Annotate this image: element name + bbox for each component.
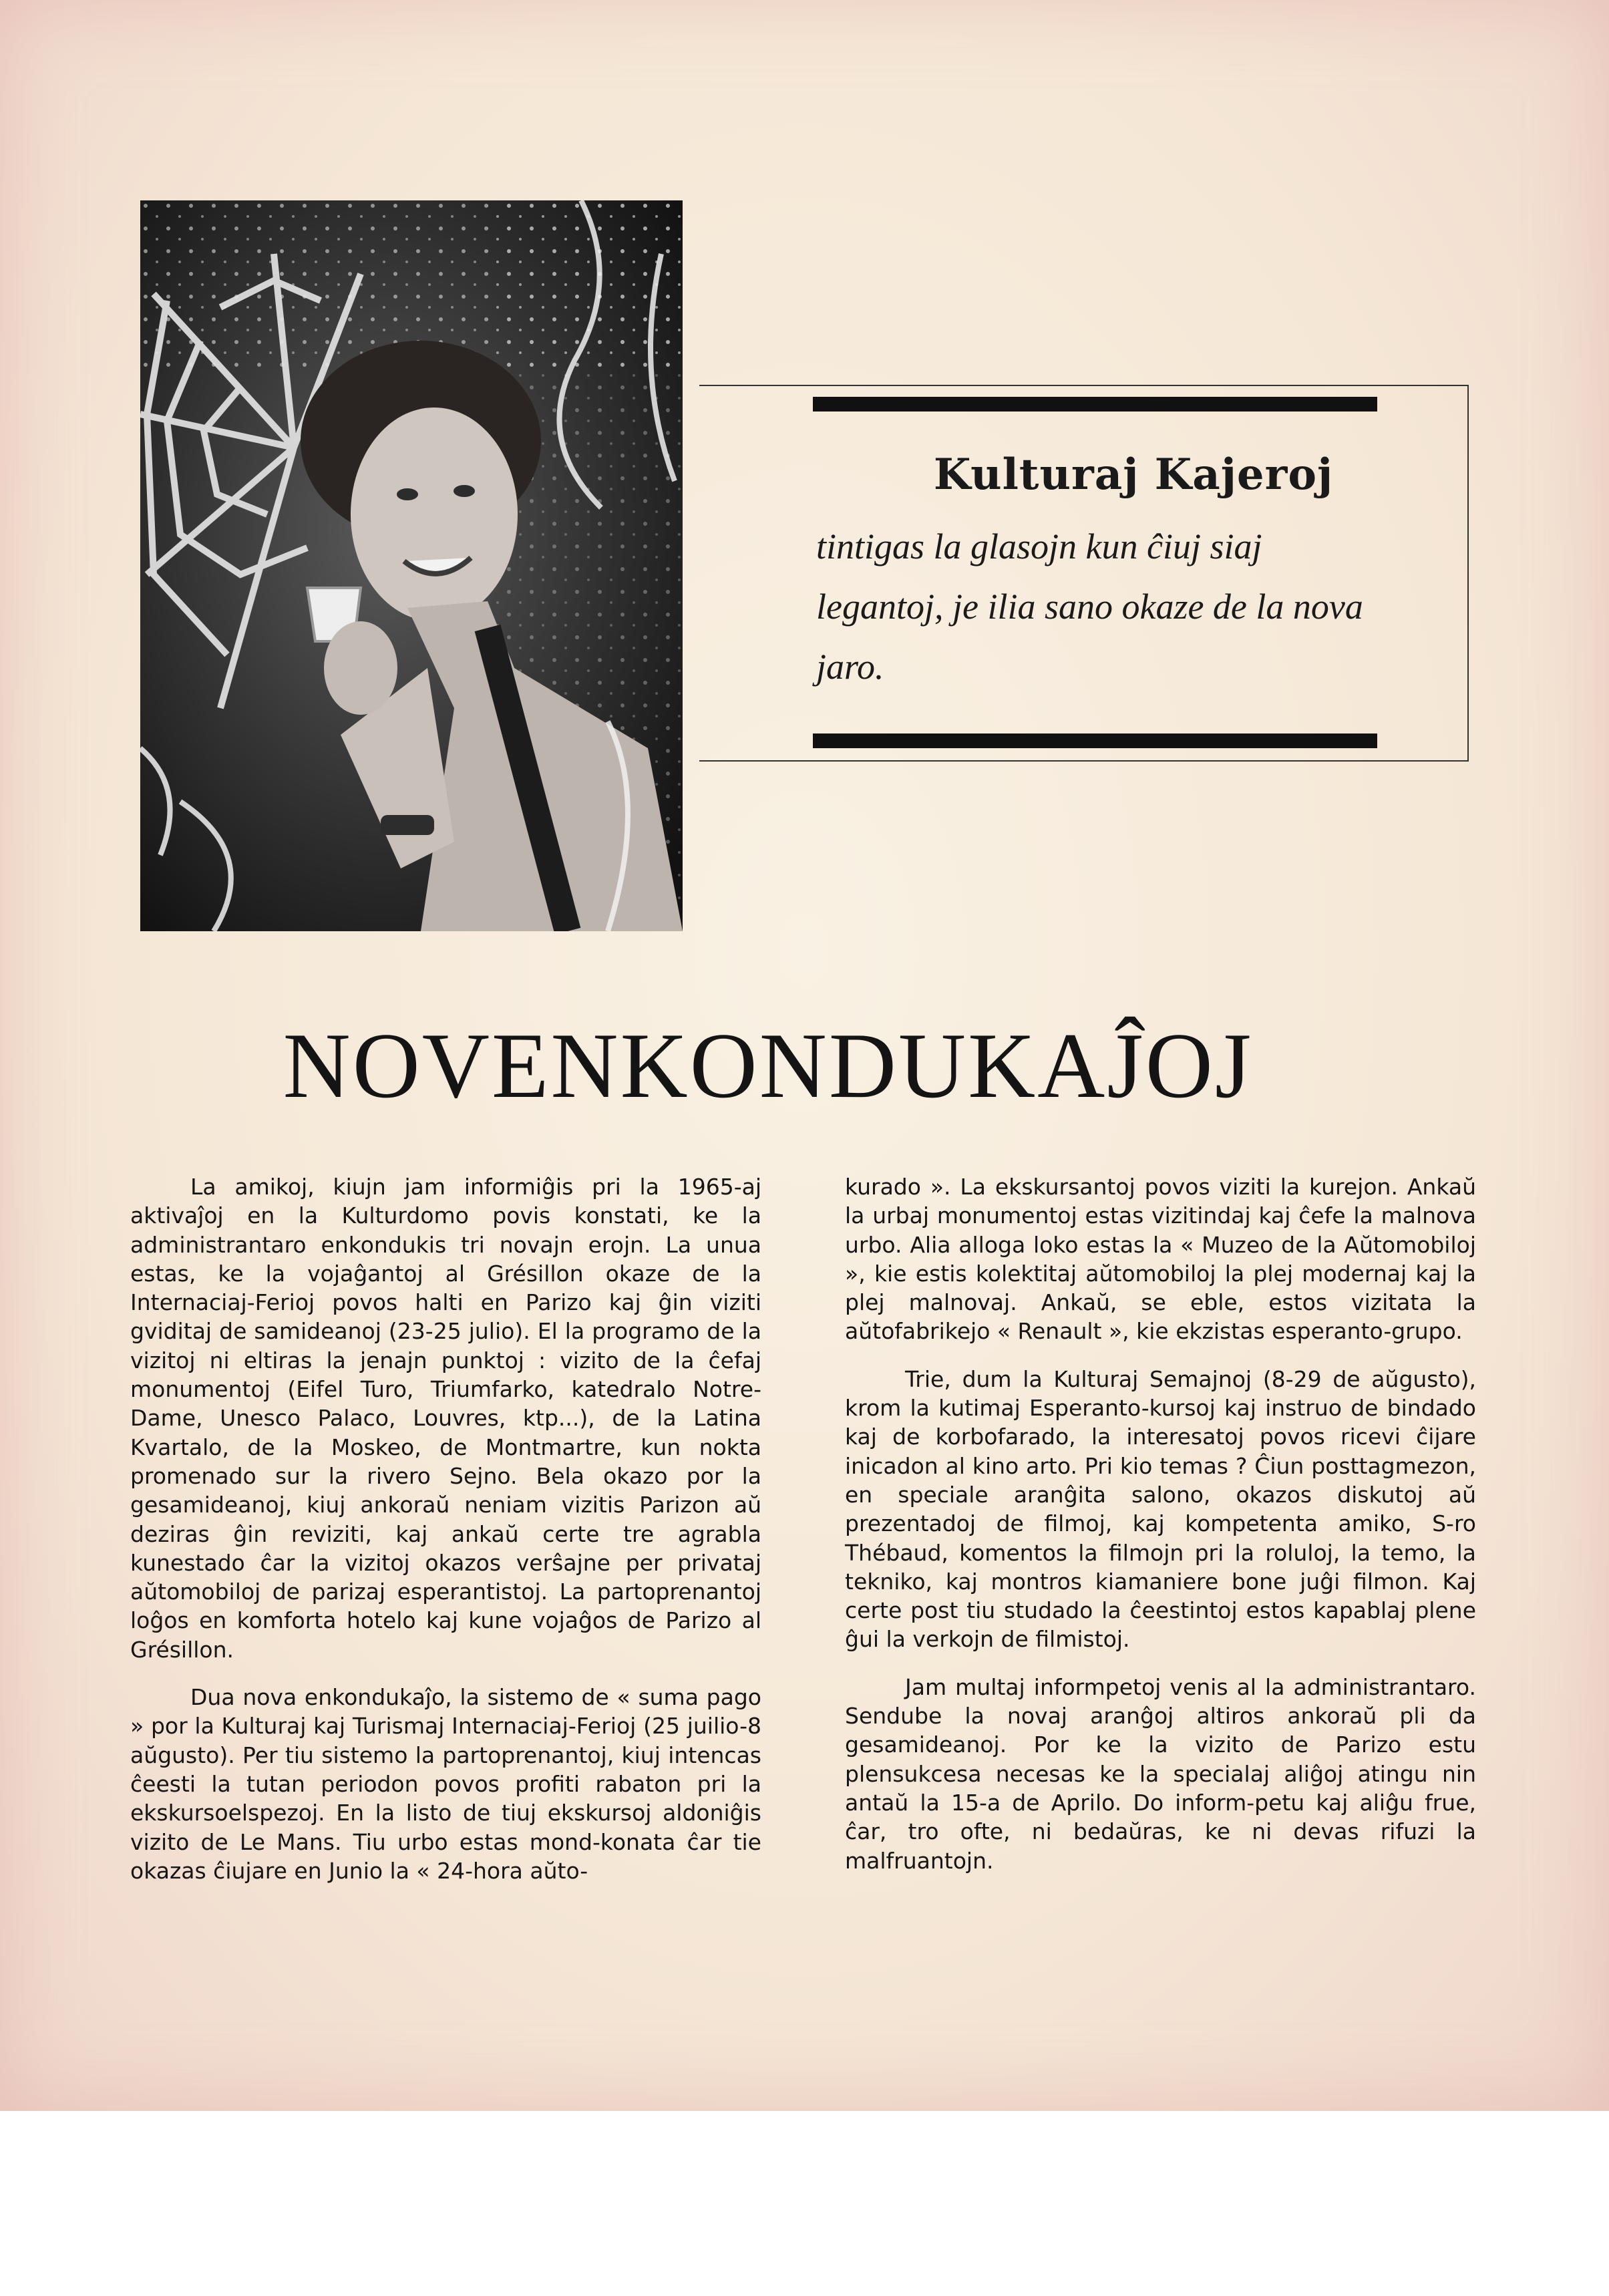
photo-woman-with-glass [140, 200, 683, 931]
paragraph: La amikoj, kiujn jam informiĝis pri la 1965-aj aktivaĵoj en la Kulturdomo povis konstati, ke la administrantaro enkondukis tri novajn erojn. La unua estas, ke la vojaĝantoj al Grésillon okaze de la Internaciaj-Ferioj povos halti en Parizo kaj ĝin viziti gviditaj de samideanoj (23-25 julio). El la programo de la vizitoj ni eltiras la jenajn punktoj : vizito de la ĉefaj monumentoj (Eifel Turo, Triumfarko, katedralo Notre-Dame, Unesco Palaco, Louvres, ktp...), de la Latina Kvartalo, de la Moskeo, de Montmartre, kun nokta promenado sur la rivero Sejno. Bela okazo por la gesamideanoj, kiuj ankoraŭ neniam vizitis Parizon aŭ deziras ĝin reviziti, kaj ankaŭ certe tre agrabla kunestado ĉar la vizitoj okazos verŝajne per privataj aŭtomobiloj de parizaj esperantistoj. La partoprenantoj loĝos en komforta hotelo kaj kune vojaĝos de Parizo al Grésillon. [130, 1174, 761, 1663]
article-column-right [845, 1172, 1476, 1875]
divider-bar-top [813, 397, 1377, 412]
paragraph: Jam multaj informpetoj venis al la administrantaro. Sendube la novaj aranĝoj altiros ankoraŭ pli da gesamideanoj. Por ke la vizito de Parizo estu plensukcesa necesas ke la specialaj aliĝoj atingu nin antaŭ la 15-a de Aprilo. Do inform-petu kaj aliĝu frue, ĉar, tro ofte, ni bedaŭras, ke ni devas rifuzi la malfruantojn. [845, 1673, 1476, 1874]
paragraph: kurado ». La ekskursantoj povos viziti la kurejon. Ankaŭ la urbaj monumentoj estas vizitindaj kaj ĉefe la malnova urbo. Alia alloga loko estas la « Muzeo de la Aŭtomobiloj », kie estis kolektitaj aŭtomobiloj la plej modernaj kaj la plej malnovaj. Ankaŭ, se eble, estos vizitata la aŭtofabrikejo « Renault », kie ekzistas esperanto-grupo. [845, 1174, 1476, 1345]
article-column-left [130, 1172, 761, 1885]
callout-title: Kulturaj Kajeroj [933, 450, 1334, 500]
article-headline: NOVENKONDUKAĴOJ [283, 1014, 1254, 1118]
divider-bar-bottom [813, 733, 1377, 748]
greeting-box [699, 385, 1469, 762]
photo-illustration [140, 200, 683, 931]
paragraph: Trie, dum la Kulturaj Semajnoj (8-29 de aŭgusto), krom la kutimaj Esperanto-kursoj kaj instruo de bindado kaj de korbofarado, la interesatoj povos ricevi ĉijare inicadon al kino arto. Pri kio temas ? Ĉiun posttagmezon, en speciale aranĝita salono, okazos diskutoj aŭ prezentadoj de filmoj, kaj kompetenta amiko, S-ro Thébaud, komentos la filmojn pri la roluloj, la temo, la tekniko, kaj montros kiamaniere bone juĝi filmon. Kaj certe post tiu studado la ĉeestintoj estos kapablaj plene ĝui la verkojn de filmistoj. [845, 1365, 1476, 1653]
paragraph: Dua nova enkondukaĵo, la sistemo de « suma pago » por la Kulturaj kaj Turismaj Internaciaj-Ferioj (25 juilio-8 aŭgusto). Per tiu sistemo la partoprenantoj, kiuj intencas ĉeesti la tutan periodon povos profiti rabaton pri la ekskursoelspezoj. En la listo de tiuj ekskursoj aldoniĝis vizito de Le Mans. Tiu urbo estas mond-konata ĉar tie okazas ĉiujare en Junio la « 24-hora aŭto- [130, 1684, 761, 1884]
callout-text: tintigas la glasojn kun ĉiuj siaj legantoj, je ilia sano okaze de la nova jaro. [816, 526, 1363, 687]
